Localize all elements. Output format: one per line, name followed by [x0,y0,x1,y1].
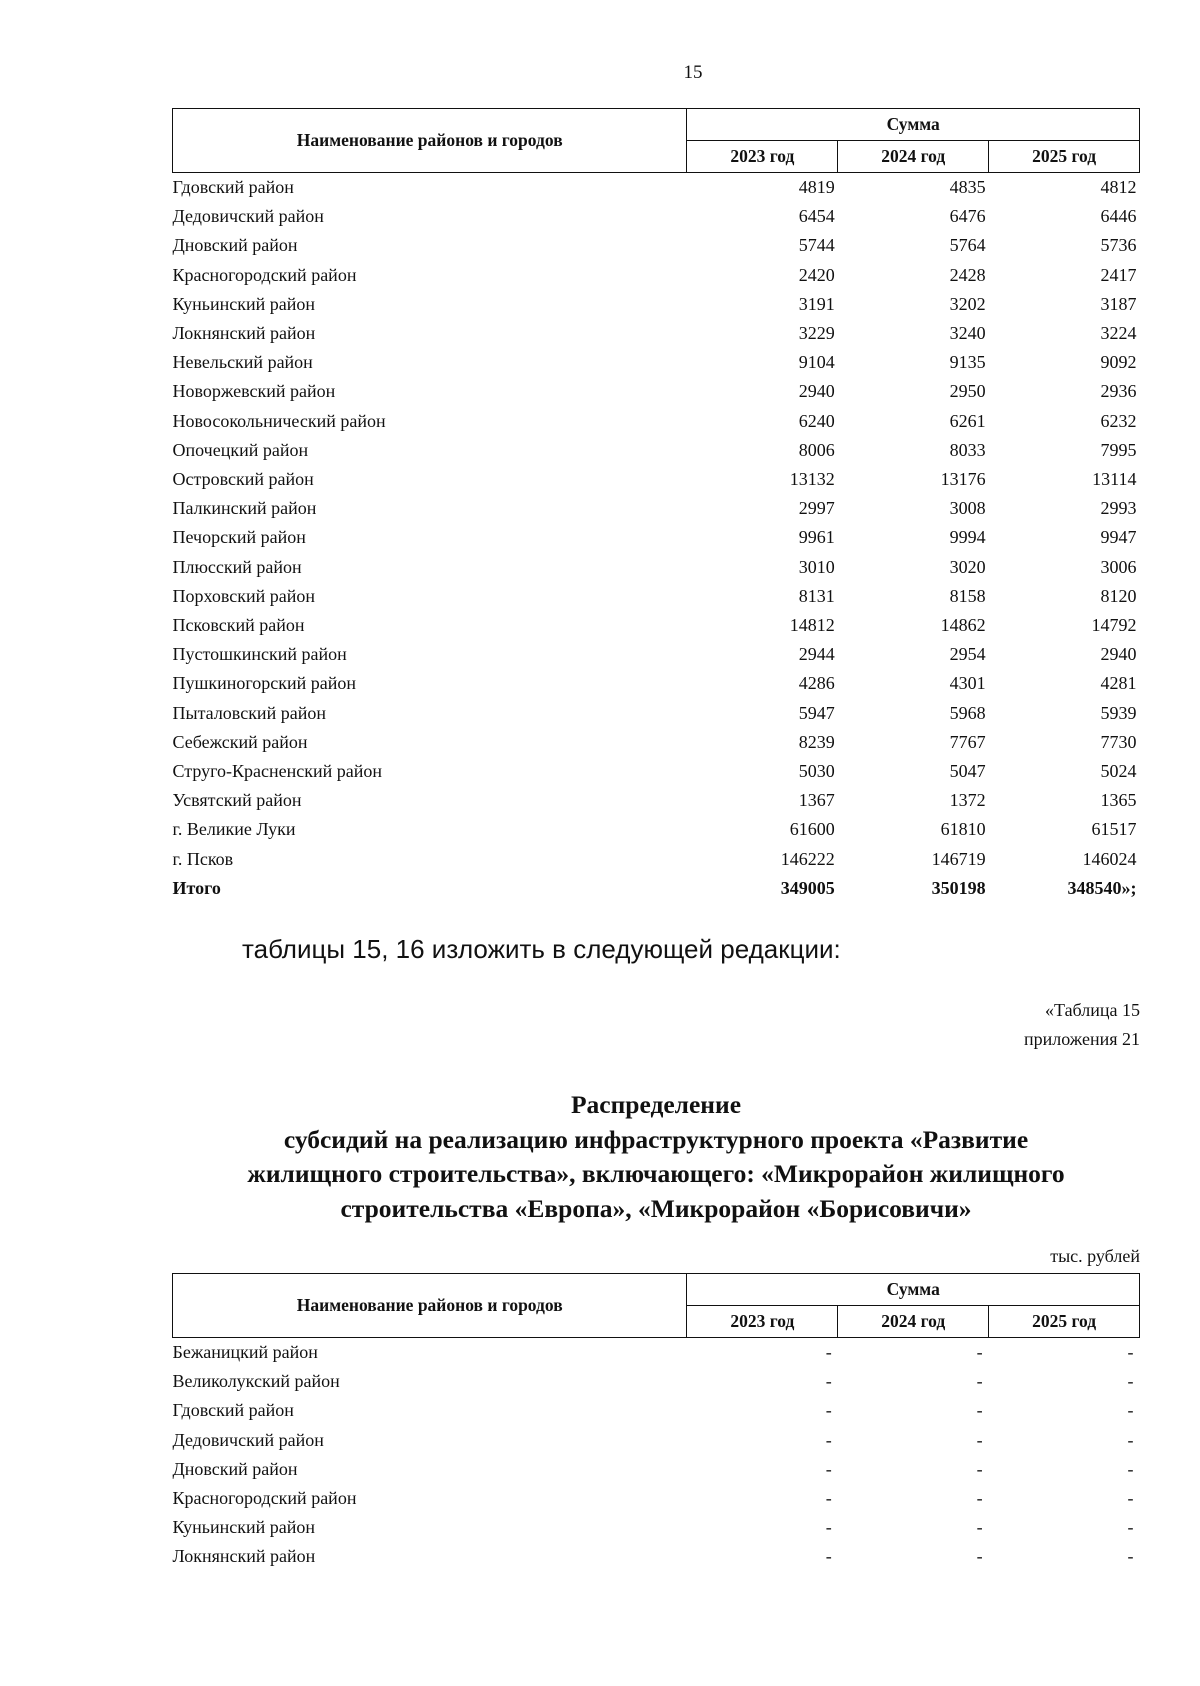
amount-cell: - [825,1546,832,1567]
amount-cell: 2993 [1100,498,1137,519]
table-row [173,523,1140,552]
table-row [173,845,1140,874]
amount-cell: 6446 [1100,206,1137,227]
amount-cell: 8120 [1100,585,1137,606]
district-name: Невельский район [172,352,313,373]
district-name: Великолукский район [172,1371,340,1392]
amount-cell: 4286 [798,673,835,694]
amount-cell: 9104 [798,352,835,373]
amount-cell: 4301 [949,673,986,694]
table-row [173,465,1140,494]
amount-cell: - [1127,1371,1134,1392]
amount-cell: 6240 [798,410,835,431]
table-row [173,319,1140,348]
amount-cell: - [825,1517,832,1538]
table-row [173,348,1140,377]
amount-cell: 1367 [798,790,835,811]
district-name: Печорский район [172,527,306,548]
table-row [173,1513,1140,1542]
amount-cell: 2950 [949,381,986,402]
district-name: Плюсский район [172,556,302,577]
amount-cell: - [976,1429,983,1450]
district-name: Себежский район [172,731,308,752]
amount-cell: - [825,1371,832,1392]
table-row [173,1455,1140,1484]
amount-cell: - [1127,1400,1134,1421]
amount-cell: - [976,1400,983,1421]
amount-cell: 9092 [1100,352,1137,373]
amount-cell: 350198 [931,877,986,898]
district-name: Бежаницкий район [172,1342,318,1362]
district-name: Новосокольнический район [172,410,386,431]
table-row [173,699,1140,728]
amount-cell: 5764 [949,235,986,256]
table-row [173,231,1140,260]
table-row [173,407,1140,436]
amount-cell: 13132 [789,469,835,490]
amount-cell: 349005 [780,877,835,898]
district-name: Пустошкинский район [172,644,347,665]
header-year: 2023 год [687,141,838,173]
amount-cell: 2940 [1100,644,1137,665]
table-row [173,757,1140,786]
header-sum: Сумма [687,1274,1140,1306]
amount-cell: 6232 [1100,410,1137,431]
amount-cell: - [1127,1488,1134,1509]
amount-cell: - [825,1429,832,1450]
table-row [173,728,1140,757]
table-row [173,436,1140,465]
amount-cell: - [1127,1458,1134,1479]
table-row [173,640,1140,669]
amount-cell: 7767 [949,731,986,752]
header-name: Наименование районов и городов [173,109,687,173]
title-line: Распределение [570,1090,742,1119]
district-name: Дедовичский район [172,1429,324,1450]
district-name: Струго-Красненский район [172,761,383,782]
district-name: Красногородский район [172,264,357,285]
header-year: 2025 год [989,141,1140,173]
table-row [173,582,1140,611]
amount-cell: 3202 [949,293,986,314]
district-name: Порховский район [172,585,315,606]
amount-cell: 61810 [940,819,986,840]
amount-cell: 7730 [1100,731,1137,752]
amount-cell: 61517 [1091,819,1137,840]
subsidy-table-previous [172,108,1140,903]
amount-cell: 3010 [798,556,835,577]
table-row [173,173,1140,203]
amount-cell: 4819 [798,177,835,197]
table-row [173,815,1140,844]
amount-cell: 146024 [1082,848,1137,869]
amount-cell: 2936 [1100,381,1137,402]
amount-cell: 14792 [1091,615,1137,636]
appendix-reference: приложения 21 [1023,1029,1140,1049]
table-row [173,290,1140,319]
amount-cell: 5947 [798,702,835,723]
table-row [173,1484,1140,1513]
amount-cell: 3006 [1100,556,1137,577]
amount-cell: 9135 [949,352,986,373]
title-line: субсидий на реализацию инфраструктурного проекта «Развитие [283,1124,1029,1154]
amount-cell: 3224 [1100,323,1137,344]
amount-cell: - [825,1400,832,1421]
amount-cell: 3008 [949,498,986,519]
table-row [173,261,1140,290]
district-name: Локнянский район [172,323,316,344]
district-name: Псковский район [172,615,305,636]
amount-cell: - [1127,1546,1134,1567]
table-row [173,553,1140,582]
header-sum: Сумма [687,109,1140,141]
amount-cell: 7995 [1100,439,1137,460]
district-name: Итого [172,877,221,898]
amount-cell: 2428 [949,264,986,285]
amount-cell: 14862 [940,615,986,636]
amount-cell: 9994 [949,527,986,548]
amount-cell: - [1127,1342,1134,1362]
amount-cell: - [825,1458,832,1479]
header-year: 2025 год [989,1306,1140,1338]
amount-cell: 6261 [949,410,986,431]
amount-cell: 5024 [1100,761,1137,782]
table-row [173,1426,1140,1455]
header-name: Наименование районов и городов [173,1274,687,1338]
amount-cell: - [825,1488,832,1509]
amount-cell: - [1127,1429,1134,1450]
amount-cell: 5744 [798,235,835,256]
district-name: Палкинский район [172,498,317,519]
amount-cell: 9947 [1100,527,1137,548]
units-label: тыс. рублей [1050,1246,1140,1266]
amount-cell: 5968 [949,702,986,723]
district-name: Пыталовский район [172,702,326,723]
amount-cell: - [976,1371,983,1392]
table-row [173,1367,1140,1396]
table-reference: «Таблица 15 [1045,1000,1140,1020]
amount-cell: - [976,1488,983,1509]
amount-cell: 348540»; [1067,877,1137,898]
district-name: Куньинский район [172,293,316,314]
district-name: Новоржевский район [172,381,336,402]
table-row [173,202,1140,231]
table-row [173,1396,1140,1425]
header-year: 2023 год [687,1306,838,1338]
amount-cell: - [1127,1517,1134,1538]
table-row [173,786,1140,815]
district-name: Куньинский район [172,1517,316,1538]
district-name: Локнянский район [172,1546,316,1567]
district-name: Дедовичский район [172,206,324,227]
table-row [173,1338,1140,1368]
amount-cell: 4281 [1100,673,1137,694]
amount-cell: 8131 [798,585,835,606]
header-year: 2024 год [838,141,989,173]
district-name: Усвятский район [172,790,302,811]
amount-cell: 8239 [798,731,835,752]
amount-cell: 2417 [1100,264,1137,285]
amount-cell: 61600 [789,819,835,840]
amount-cell: 5047 [949,761,986,782]
district-name: Дновский район [172,1458,298,1479]
amount-cell: 146719 [931,848,986,869]
district-name: г. Псков [172,848,234,869]
amount-cell: 5939 [1100,702,1137,723]
amount-cell: 3240 [949,323,986,344]
amount-cell: - [976,1458,983,1479]
district-name: Гдовский район [172,1400,294,1421]
district-name: Гдовский район [172,177,294,197]
amount-cell: 2940 [798,381,835,402]
table-row [173,494,1140,523]
amount-cell: 3229 [798,323,835,344]
document-title [172,1088,1140,1226]
amount-cell: - [825,1342,832,1362]
total-row [173,874,1140,903]
district-name: Красногородский район [172,1488,357,1509]
amount-cell: 2997 [798,498,835,519]
amount-cell: 146222 [780,848,835,869]
amount-cell: 9961 [798,527,835,548]
amount-cell: 3020 [949,556,986,577]
table-row [173,669,1140,698]
district-name: г. Великие Луки [172,819,296,840]
amount-cell: 2420 [798,264,835,285]
district-name: Пушкиногорский район [172,673,357,694]
amount-cell: 1372 [949,790,986,811]
page-number: 15 [683,62,703,83]
district-name: Дновский район [172,235,298,256]
intro-text: таблицы 15, 16 изложить в следующей редакции: [242,934,841,964]
table-row [173,377,1140,406]
table-row [173,1542,1140,1571]
amount-cell: 5736 [1100,235,1137,256]
subsidy-table-new [172,1273,1140,1572]
amount-cell: 2944 [798,644,835,665]
amount-cell: 8033 [949,439,986,460]
header-year: 2024 год [838,1306,989,1338]
amount-cell: 4812 [1100,177,1137,197]
table-row [173,611,1140,640]
amount-cell: 5030 [798,761,835,782]
district-name: Островский район [172,469,314,490]
amount-cell: 8006 [798,439,835,460]
amount-cell: 6476 [949,206,986,227]
amount-cell: 1365 [1100,790,1137,811]
amount-cell: - [976,1517,983,1538]
amount-cell: 4835 [949,177,986,197]
amount-cell: 14812 [789,615,835,636]
amount-cell: - [976,1342,983,1362]
amount-cell: 3187 [1100,293,1137,314]
district-name: Опочецкий район [172,439,309,460]
amount-cell: - [976,1546,983,1567]
amount-cell: 8158 [949,585,986,606]
title-line: строительства «Европа», «Микрорайон «Борисовичи» [340,1193,972,1223]
amount-cell: 6454 [798,206,835,227]
amount-cell: 13114 [1092,469,1137,490]
amount-cell: 13176 [940,469,986,490]
amount-cell: 3191 [798,293,835,314]
amount-cell: 2954 [949,644,986,665]
title-line: жилищного строительства», включающего: «Микрорайон жилищного [247,1159,1065,1188]
